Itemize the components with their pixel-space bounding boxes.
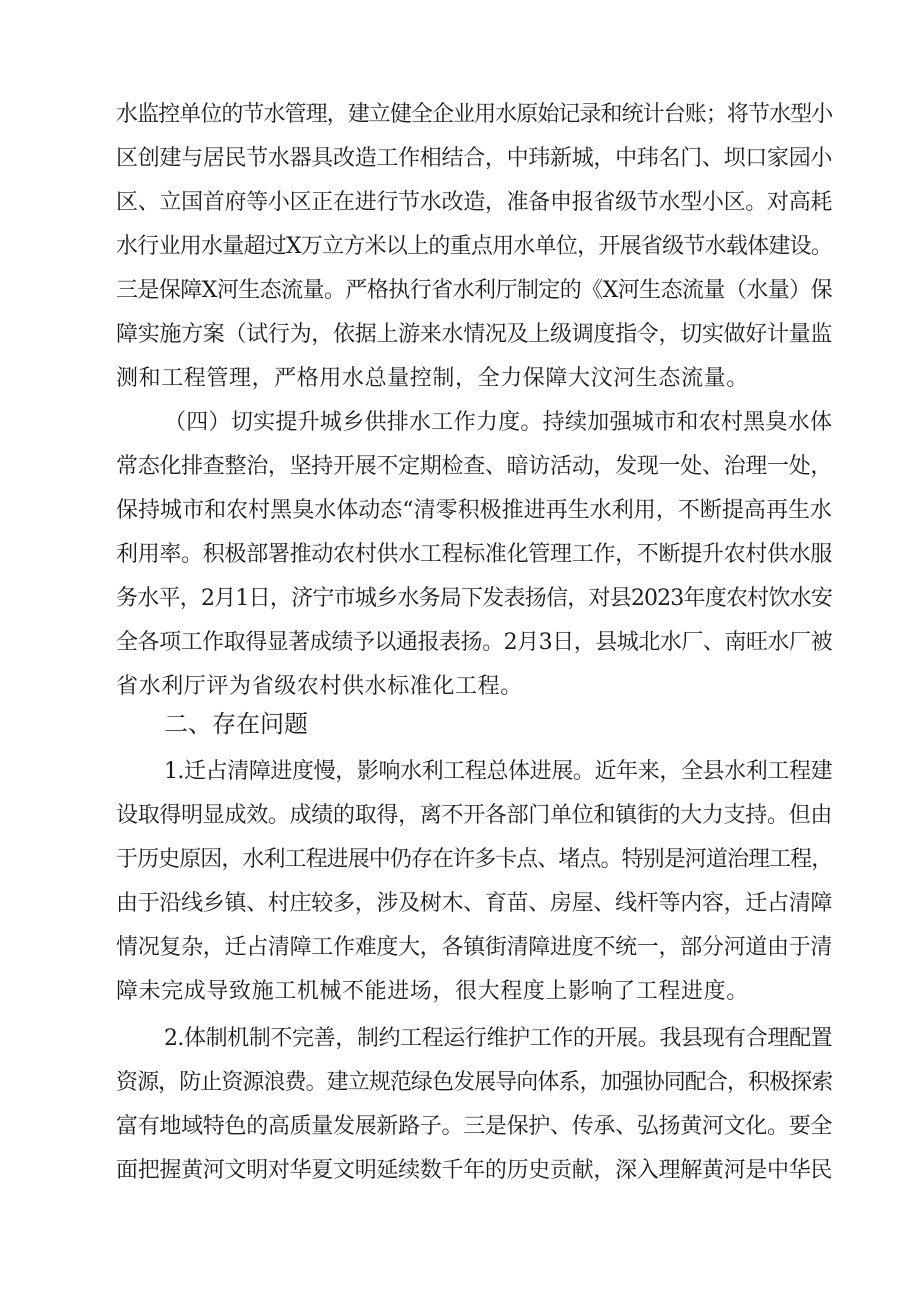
paragraph-line: 资源，防止资源浪费。建立规范绿色发展导向体系，加强协同配合，积极探索 [116,1070,832,1095]
paragraph-line: 2.体制机制不完善，制约工程运行维护工作的开展。我县现有合理配置 [164,1026,832,1051]
paragraph-line: 水监控单位的节水管理，建立健全企业用水原始记录和统计台账；将节水型小 [116,102,832,127]
paragraph-line: 区创建与居民节水器具改造工作相结合，中玮新城，中玮名门、坝口家园小 [116,146,833,171]
paragraph-line: 区、立国首府等小区正在进行节水改造，准备申报省级节水型小区。对高耗 [116,190,833,215]
paragraph-line: 三是保障X河生态流量。严格执行省水利厅制定的《X河生态流量（水量）保 [116,278,832,303]
paragraph-line: 保持城市和农村黑臭水体动态“清零积极推进再生水利用，不断提高再生水 [116,498,832,523]
paragraph-line: 情况复杂，迁占清障工作难度大，各镇街清障进度不统一，部分河道由于清 [116,935,833,960]
section-heading: 二、存在问题 [164,710,308,738]
paragraph-line: 由于沿线乡镇、村庄较多，涉及树木、育苗、房屋、线杆等内容，迁占清障 [116,891,833,916]
paragraph-line: 富有地域特色的高质量发展新路子。三是保护、传承、弘扬黄河文化。要全 [116,1114,833,1139]
paragraph-line: 面把握黄河文明对华夏文明延续数千年的历史贡献，深入理解黄河是中华民 [116,1158,833,1183]
paragraph-line: 省水利厅评为省级农村供水标准化工程。 [116,674,523,699]
paragraph-line: 测和工程管理，严格用水总量控制，全力保障大汶河生态流量。 [116,366,749,391]
paragraph-line: 障未完成导致施工机械不能进场，很大程度上影响了工程进度。 [116,979,749,1004]
paragraph-line: 设取得明显成效。成绩的取得，离不开各部门单位和镇街的大力支持。但由 [116,803,833,828]
paragraph-line: 1.迁占清障进度慢，影响水利工程总体进展。近年来，全县水利工程建 [164,759,832,784]
paragraph-line: 障实施方案（试行为，依据上游来水情况及上级调度指令，切实做好计量监 [116,322,833,347]
paragraph-line: 水行业用水量超过X万立方米以上的重点用水单位，开展省级节水载体建设。 [116,234,832,259]
paragraph-line: 务水平，2月1日，济宁市城乡水务局下发表扬信，对县2023年度农村饮水安 [116,586,832,611]
paragraph-line: 全各项工作取得显著成绩予以通报表扬。2月3日，县城北水厂、南旺水厂被 [116,630,832,655]
paragraph-line: 利用率。积极部署推动农村供水工程标准化管理工作，不断提升农村供水服 [116,542,833,567]
paragraph-line: 常态化排查整治，坚持开展不定期检查、暗访活动，发现一处、治理一处， [116,454,833,479]
paragraph-line: 于历史原因，水利工程进展中仍存在许多卡点、堵点。特别是河道治理工程， [116,847,832,872]
paragraph-line: （四）切实提升城乡供排水工作力度。持续加强城市和农村黑臭水体 [164,410,832,435]
